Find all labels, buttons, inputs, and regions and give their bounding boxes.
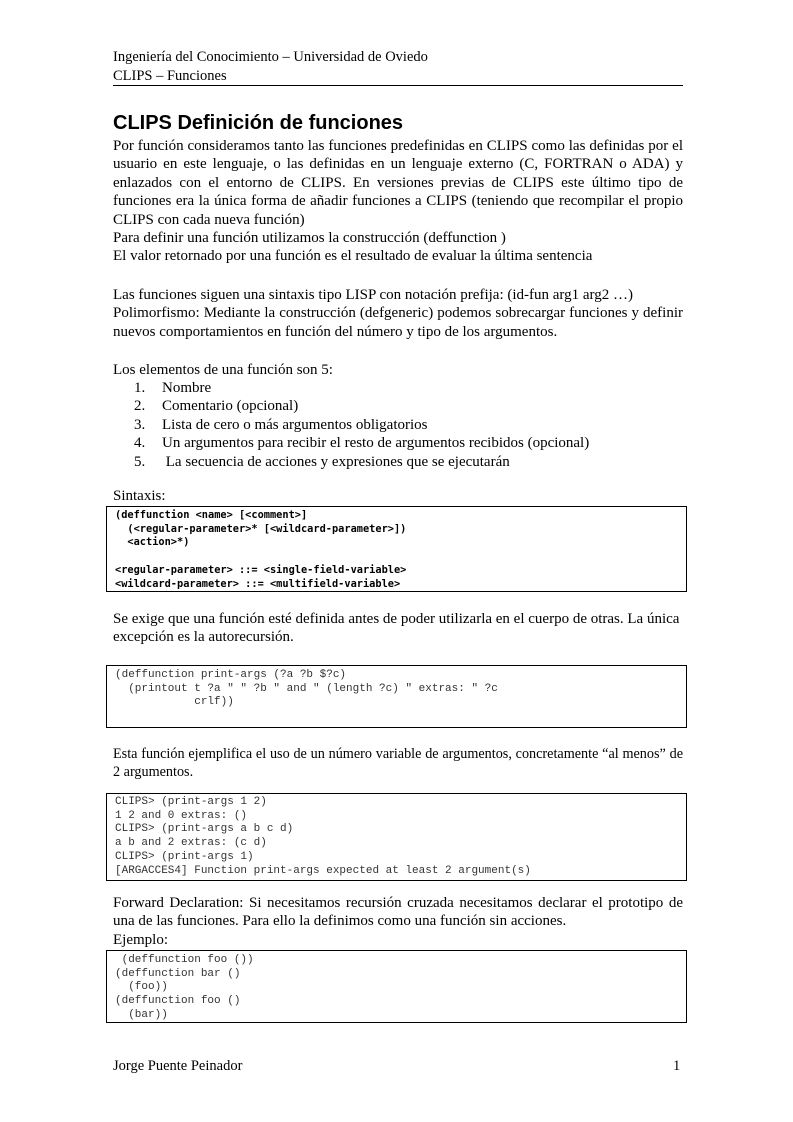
list-item: 3. Lista de cero o más argumentos obligatorios xyxy=(134,416,428,433)
example-note xyxy=(113,745,683,782)
ejemplo-label: Ejemplo: xyxy=(113,931,168,948)
header-divider xyxy=(113,85,683,86)
forward-code-block: (deffunction foo ()) (deffunction bar () (foo)) (deffunction foo () (bar)) xyxy=(106,950,687,1023)
header-institution: Ingeniería del Conocimiento – Universidad de Oviedo xyxy=(113,49,428,65)
page-title: CLIPS Definición de funciones xyxy=(113,112,404,134)
intro-paragraph xyxy=(113,137,683,266)
definition-note xyxy=(113,610,683,647)
footer-author: Jorge Puente Peinador xyxy=(113,1058,243,1074)
lisp-syntax-text: Las funciones siguen una sintaxis tipo LISP con notación prefija: (id-fun arg1 arg2 …) xyxy=(113,287,634,303)
footer-page-number: 1 xyxy=(673,1058,681,1074)
forward-declaration-paragraph xyxy=(113,894,683,949)
intro-return-text: El valor retornado por una función es el resultado de evaluar la última sentencia xyxy=(113,248,593,265)
list-item: 1. Nombre xyxy=(134,380,212,396)
list-item: 5. La secuencia de acciones y expresiones que se ejecutarán xyxy=(134,453,510,470)
list-item: 4. Un argumentos para recibir el resto de argumentos recibidos (opcional) xyxy=(134,435,590,452)
intro-text: Por función consideramos tanto las funciones predefinidas en CLIPS como las definidas por el usuario en este lenguaje, o las definidas en un lenguaje externo (C, FORTRAN o ADA) y enlazados con el entorno de CLIPS. En versiones previas de CLIPS este último tipo de funciones era la única forma de añadir funciones a CLIPS (teniendo que recompilar el propio CLIPS con cada nueva función) xyxy=(113,138,683,228)
syntax-note-paragraph xyxy=(113,286,683,341)
sintaxis-label: Sintaxis: xyxy=(113,488,166,504)
example-code-block: (deffunction print-args (?a ?b $?c) (printout t ?a " " ?b " and " (length ?c) " extras: " ?c crlf)) xyxy=(106,665,687,728)
elements-intro: Los elementos de una función son 5: xyxy=(113,362,333,378)
header-topic: CLIPS – Funciones xyxy=(113,68,227,84)
list-item: 2. Comentario (opcional) xyxy=(134,398,299,415)
polymorphism-text: Polimorfismo: Mediante la construcción (defgeneric) podemos sobrecargar funciones y definir nuevos comportamientos en función del número y tipo de los argumentos. xyxy=(113,305,683,340)
forward-note-text: Forward Declaration: Si necesitamos recursión cruzada necesitamos declarar el prototipo de una de las funciones. Para ello la definimos como una función sin acciones. xyxy=(113,895,683,930)
definition-note-text: Se exige que una función esté definida antes de poder utilizarla en el cuerpo de otras. La única excepción es la autorecursión. xyxy=(113,611,680,646)
syntax-code-block: (deffunction <name> [<comment>] (<regular-parameter>* [<wildcard-parameter>]) <action>*) <regular-parameter> ::= <single-field-variable> <wildcard-parameter> ::= <multifield-variable> xyxy=(106,506,687,592)
intro-deffunction-text: Para definir una función utilizamos la construcción (deffunction ) xyxy=(113,230,506,247)
example-note-text: Esta función ejemplifica el uso de un número variable de argumentos, concretamente “al menos” de 2 argumentos. xyxy=(113,746,683,781)
elements-list xyxy=(134,379,589,471)
session-code-block: CLIPS> (print-args 1 2) 1 2 and 0 extras: () CLIPS> (print-args a b c d) a b and 2 extras: (c d) CLIPS> (print-args 1) [ARGACCES4] Function print-args expected at least 2 argument(s) xyxy=(106,793,687,881)
